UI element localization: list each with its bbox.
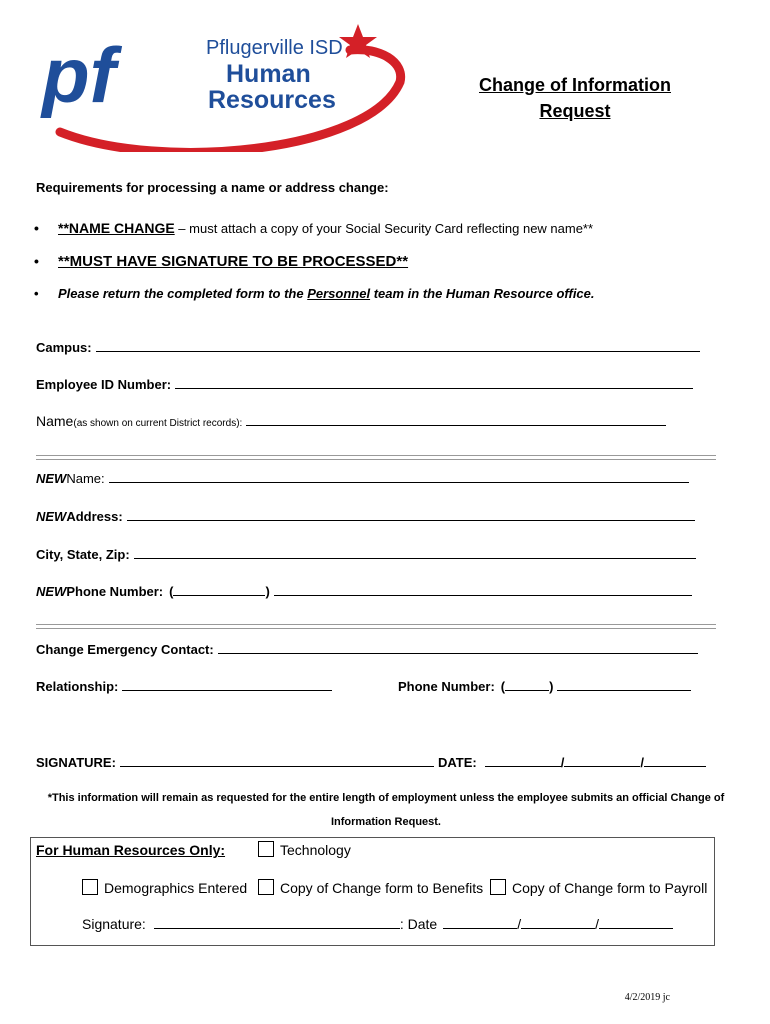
logo-mark: pf: [42, 31, 116, 119]
bullet-return: [34, 286, 595, 301]
logo-line2: Human: [226, 60, 311, 88]
date-day-line[interactable]: [564, 754, 640, 767]
option-payroll[interactable]: [490, 879, 707, 896]
phone-close-paren: ): [549, 679, 554, 694]
logo-line3: Resources: [208, 86, 336, 114]
retention-note-line2: Information Request.: [330, 816, 441, 828]
phone-number-input-line[interactable]: [557, 678, 691, 691]
new-name-input-line[interactable]: [109, 470, 689, 483]
city-state-zip-input-line[interactable]: [134, 546, 696, 559]
bullet-signature: [34, 253, 408, 270]
new-address-label: Address:: [66, 509, 123, 524]
pfisd-hr-logo: [40, 22, 420, 152]
footer-revision: 4/2/2019 jc: [624, 992, 670, 1003]
date-slash-1: /: [560, 755, 565, 770]
area-code-open-paren: (: [169, 584, 174, 599]
payroll-checkbox[interactable]: [490, 879, 506, 895]
hr-date-month-line[interactable]: [443, 916, 517, 929]
name-label: Name: [36, 413, 74, 429]
payroll-label: Copy of Change form to Payroll: [512, 880, 708, 896]
bullet3-link: Personnel: [307, 286, 371, 301]
employee-id-input-line[interactable]: [175, 376, 693, 389]
name-input-line[interactable]: [246, 413, 666, 426]
technology-label: Technology: [280, 842, 351, 858]
logo-line1: Pflugerville ISD: [206, 37, 343, 59]
name-field: [36, 413, 666, 429]
name-note: (as shown on current District records):: [73, 418, 243, 429]
title-line2: Request: [539, 101, 611, 121]
signature-field: [36, 754, 706, 770]
demographics-label: Demographics Entered: [104, 880, 248, 896]
new-word: NEW: [36, 584, 67, 599]
new-address-input-line[interactable]: [127, 508, 695, 521]
requirements-heading: Requirements for processing a name or address change:: [36, 180, 389, 195]
date-label: DATE:: [437, 755, 477, 770]
bullet-name-change: [34, 220, 593, 236]
date-slash-2: /: [640, 755, 644, 770]
title-line1: Change of Information: [479, 75, 671, 95]
section-divider-1: [36, 455, 716, 460]
signature-input-line[interactable]: [120, 754, 434, 767]
city-state-zip-label: City, State, Zip:: [36, 547, 130, 562]
employee-id-label: Employee ID Number:: [36, 377, 172, 392]
bullet1-bold: **NAME CHANGE: [58, 220, 175, 236]
relationship-field: [36, 678, 332, 694]
relationship-label: Relationship:: [36, 679, 119, 694]
technology-checkbox[interactable]: [258, 841, 274, 857]
emergency-contact-label: Change Emergency Contact:: [36, 642, 214, 657]
bullet-dot: •: [34, 220, 39, 236]
campus-input-line[interactable]: [96, 339, 700, 352]
campus-field: [36, 339, 700, 355]
new-word: NEW: [36, 471, 67, 486]
option-demographics[interactable]: [82, 879, 247, 896]
phone-open-paren: (: [500, 679, 506, 694]
retention-note: [36, 786, 736, 834]
hr-signature-input-line[interactable]: [154, 916, 400, 929]
hr-date-label: : Date: [399, 916, 438, 932]
bullet1-rest: – must attach a copy of your Social Security Card reflecting new name**: [174, 221, 594, 236]
hr-date-day-line[interactable]: [521, 916, 595, 929]
bullet-dot: •: [34, 253, 39, 269]
date-year-line[interactable]: [644, 754, 706, 767]
hr-date-slash-2: /: [595, 916, 599, 932]
retention-note-line1: *This information will remain as requested for the entire length of employment unless the employee submits an official Change of: [47, 792, 725, 804]
option-benefits[interactable]: [258, 879, 483, 896]
form-title: [470, 72, 680, 124]
new-phone-input-line[interactable]: [274, 583, 692, 596]
option-technology[interactable]: [258, 841, 351, 858]
signature-label: SIGNATURE:: [36, 755, 116, 770]
emergency-phone-field: [398, 678, 691, 694]
benefits-label: Copy of Change form to Benefits: [280, 880, 484, 896]
benefits-checkbox[interactable]: [258, 879, 274, 895]
area-code-close-paren: ): [265, 584, 270, 599]
phone-area-code-line[interactable]: [505, 678, 549, 691]
campus-label: Campus:: [36, 340, 92, 355]
new-phone-field: [36, 583, 692, 599]
new-name-field: [36, 470, 689, 486]
bullet2-text: **MUST HAVE SIGNATURE TO BE PROCESSED**: [58, 253, 409, 270]
phone-number-label: Phone Number:: [398, 679, 495, 694]
emergency-contact-field: [36, 641, 698, 657]
bullet-dot: •: [34, 286, 39, 301]
hr-signature-label: Signature:: [82, 916, 146, 932]
logo-graphic: [40, 22, 420, 152]
bullet3-post: team in the Human Resource office.: [370, 286, 595, 301]
hr-date-year-line[interactable]: [599, 916, 673, 929]
new-name-label: Name:: [66, 471, 105, 486]
date-month-line[interactable]: [485, 754, 561, 767]
employee-id-field: [36, 376, 693, 392]
new-address-field: [36, 508, 695, 524]
demographics-checkbox[interactable]: [82, 879, 98, 895]
hr-date-slash-1: /: [517, 916, 522, 932]
hr-only-heading: For Human Resources Only:: [36, 842, 226, 858]
area-code-input-line[interactable]: [173, 583, 265, 596]
city-state-zip-field: [36, 546, 696, 562]
new-word: NEW: [36, 509, 67, 524]
emergency-contact-input-line[interactable]: [218, 641, 698, 654]
section-divider-2: [36, 624, 716, 629]
new-phone-label: Phone Number:: [66, 584, 164, 599]
hr-signature-row: [82, 916, 673, 932]
bullet3-pre: Please return the completed form to the: [58, 286, 308, 301]
relationship-input-line[interactable]: [122, 678, 332, 691]
